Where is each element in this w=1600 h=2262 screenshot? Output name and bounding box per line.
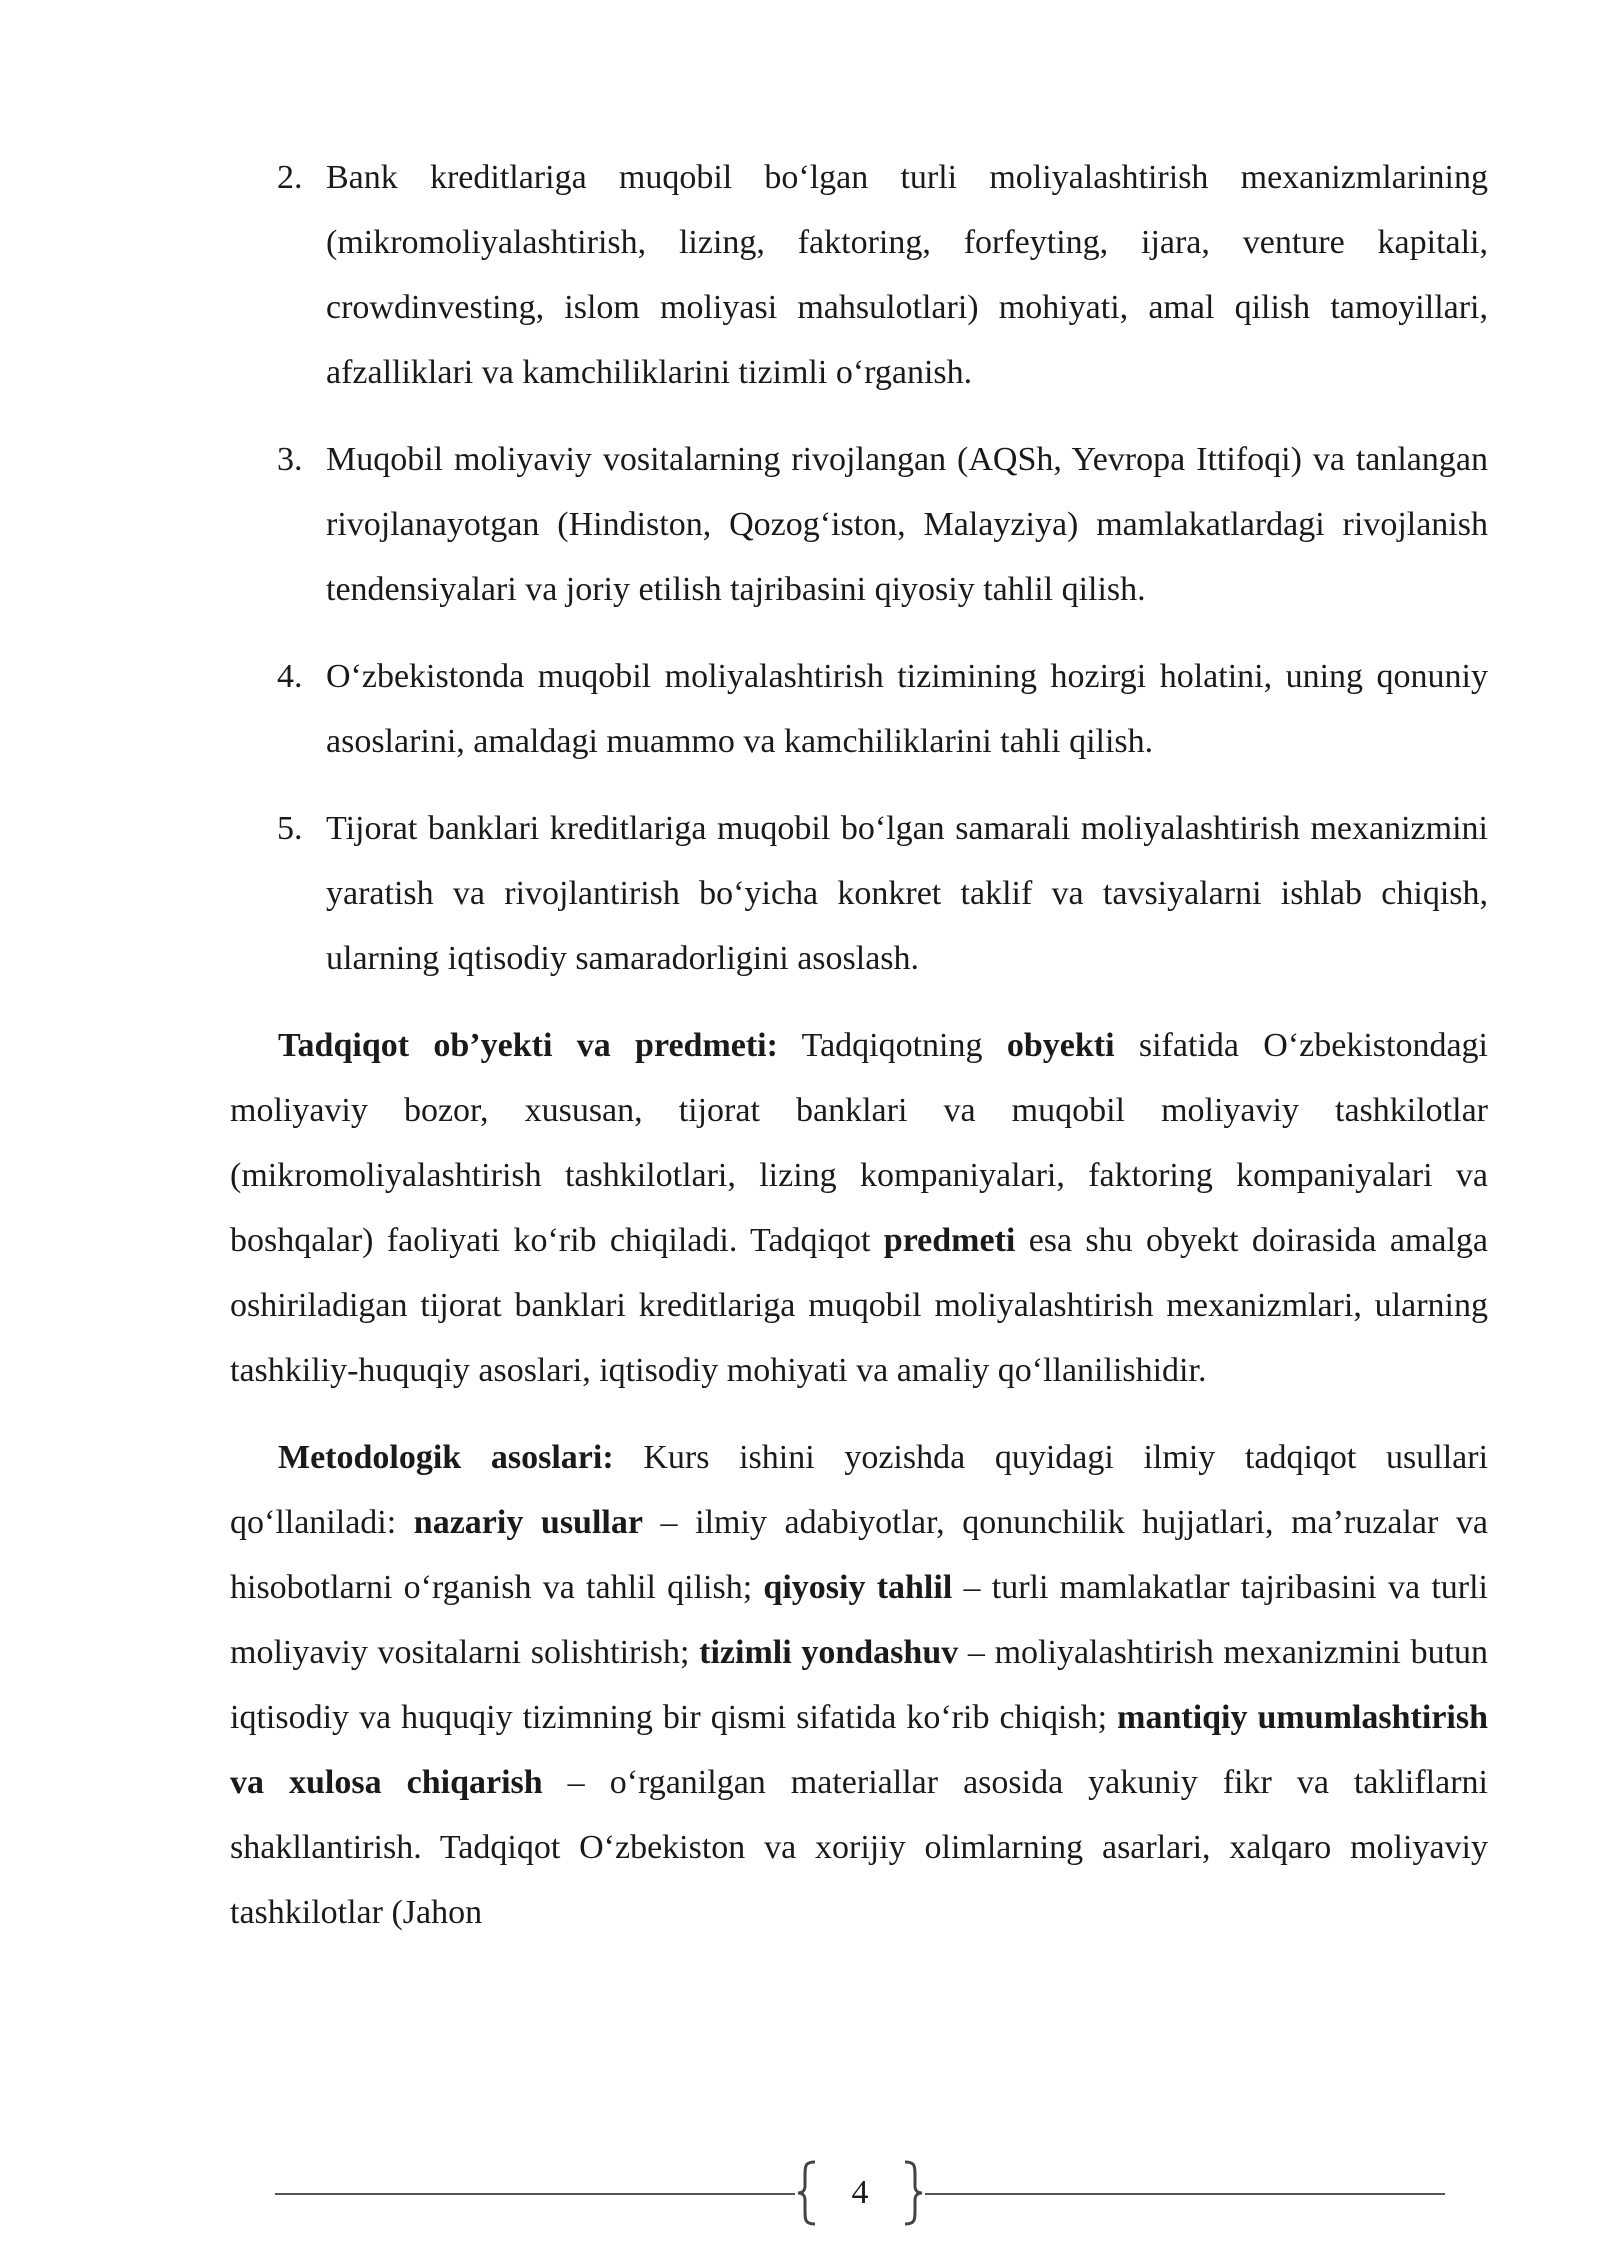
list-item-text: O‘zbekistonda muqobil moliyalashtirish tizimining hozirgi holatini, uning qonuniy asoslarini, amaldagi muammo va kamchiliklarini tahli qilish.	[326, 658, 1488, 760]
object-and-subject-paragraph	[230, 1013, 1488, 1403]
left-brace-icon	[795, 2158, 819, 2228]
paragraph-text: – ilmiy adabiyotlar, qonunchilik hujjatlari, ma’ruzalar va hisobotlarni o‘rganish va tahlil qilish;	[230, 1504, 1488, 1606]
paragraph-text: esa shu obyekt doirasida amalga oshiriladigan tijorat banklari kreditlariga muqobil moliyalashtirish mexanizmlari, ularning tashkiliy-huquqiy asoslari, iqtisodiy mohiyati va amaliy qo‘llanilishidir.	[230, 1222, 1488, 1389]
paragraph-text: Tadqiqotning	[777, 1027, 1007, 1064]
list-item-number: 3.	[277, 441, 303, 478]
list-item-text: Tijorat banklari kreditlariga muqobil bo‘lgan samarali moliyalashtirish mexanizmini yaratish va rivojlantirish bo‘yicha konkret taklif va tavsiyalarni ishlab chiqish, ularning iqtisodiy samaradorligini asoslash.	[326, 810, 1488, 977]
methodology-heading: Metodologik asoslari:	[278, 1439, 614, 1476]
paragraph-text: – turli mamlakatlar tajribasini va turli moliyaviy vositalarni solishtirish;	[230, 1569, 1488, 1671]
bold-term: nazariy usullar	[413, 1504, 643, 1541]
document-page	[230, 145, 1488, 1967]
list-item	[230, 796, 1488, 991]
list-item-text: Muqobil moliyaviy vositalarning rivojlangan (AQSh, Yevropa Ittifoqi) va tanlangan rivojlanayotgan (Hindiston, Qozog‘iston, Malayziya) mamlakatlardagi rivojlanish tendensiyalari va joriy etilish tajribasini qiyosiy tahlil qilish.	[326, 441, 1488, 608]
footer-rule-right	[925, 2193, 1445, 2195]
bold-term: obyekti	[1006, 1027, 1115, 1064]
list-item-number: 5.	[277, 810, 303, 847]
bold-term: qiyosiy tahlil	[763, 1569, 953, 1606]
list-item-number: 4.	[277, 658, 303, 695]
page-number: 4	[851, 2174, 869, 2211]
footer-rule-left	[275, 2193, 795, 2195]
methodology-paragraph	[230, 1425, 1488, 1945]
paragraph-text: sifatida O‘zbekistondagi moliyaviy bozor, xususan, tijorat banklari va muqobil moliyaviy tashkilotlar (mikromoliyalashtirish tashkilotlari, lizing kompaniyalari, faktoring kompaniyalari va boshqalar) faoliyati ko‘rib chiqiladi. Tadqiqot	[230, 1027, 1488, 1259]
right-brace-icon	[901, 2158, 925, 2228]
paragraph-text: – o‘rganilgan materiallar asosida yakuniy fikr va takliflarni shakllantirish. Tadqiqot O‘zbekiston va xorijiy olimlarning asarlari, xalqaro moliyaviy tashkilotlar (Jahon	[230, 1764, 1488, 1931]
paragraph-text: Kurs ishini yozishda quyidagi ilmiy tadqiqot usullari qo‘llaniladi:	[230, 1439, 1489, 1541]
bold-term: predmeti	[883, 1222, 1016, 1259]
paragraph-text: – moliyalashtirish mexanizmini butun iqtisodiy va huquqiy tizimning bir qismi sifatida ko‘rib chiqish;	[230, 1634, 1489, 1736]
list-item	[230, 145, 1488, 405]
list-item	[230, 644, 1488, 774]
bold-term: mantiqiy umumlashtirish va xulosa chiqarish	[230, 1699, 1489, 1801]
list-item-number: 2.	[277, 159, 303, 196]
page-footer	[275, 2158, 1445, 2228]
object-section-heading: Tadqiqot ob’yekti va predmeti:	[278, 1027, 778, 1064]
bold-term: tizimli yondashuv	[699, 1634, 959, 1671]
research-tasks-list	[230, 145, 1488, 991]
list-item	[230, 427, 1488, 622]
list-item-text: Bank kreditlariga muqobil bo‘lgan turli moliyalashtirish mexanizmlarining (mikromoliyalashtirish, lizing, faktoring, forfeyting, ijara, venture kapitali, crowdinvesting, islom moliyasi mahsulotlari) mohiyati, amal qilish tamoyillari, afzalliklari va kamchiliklarini tizimli o‘rganish.	[326, 159, 1488, 391]
